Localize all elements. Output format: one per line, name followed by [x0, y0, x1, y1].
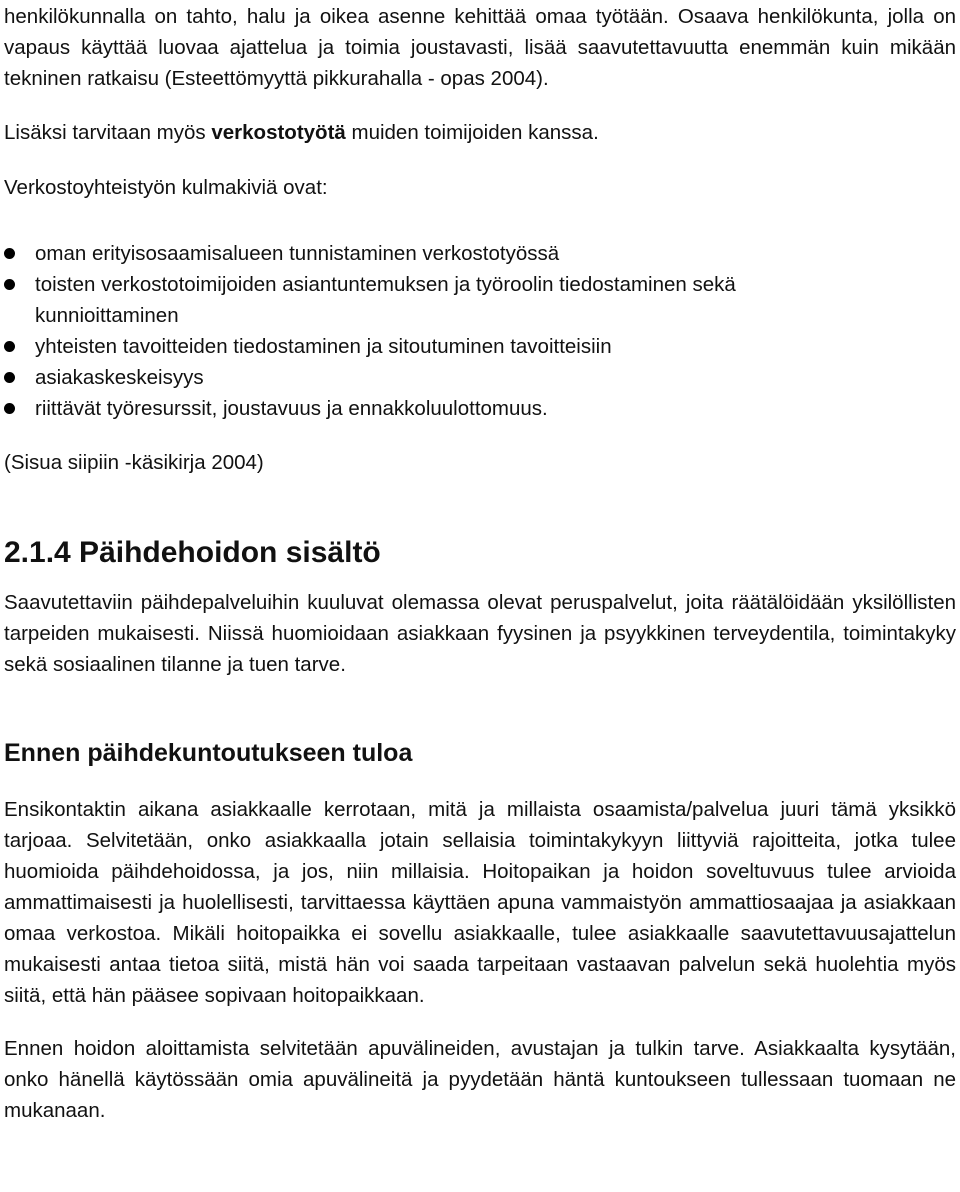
networking-text-after: muiden toimijoiden kanssa.: [345, 121, 599, 144]
networking-text-before: Lisäksi tarvitaan myös: [4, 121, 212, 144]
list-item-text: riittävät työresurssit, joustavuus ja ennakkoluulottomuus.: [35, 397, 548, 420]
section-paragraph: Saavutettaviin päihdepalveluihin kuuluvat olemassa olevat peruspalvelut, joita räätälöidään yksilöllisten tarpeiden mukaisesti. Niissä huomioidaan asiakkaan fyysinen ja psyykkinen terveydentila, toimintakyky sekä sosiaalinen tilanne ja tuen tarve.: [4, 591, 956, 676]
section-heading: 2.1.4 Päihdehoidon sisältö: [4, 536, 381, 569]
cornerstones-intro: Verkostoyhteistyön kulmakiviä ovat:: [4, 176, 328, 199]
list-item-text: oman erityisosaamisalueen tunnistaminen verkostotyössä: [35, 242, 560, 265]
document-page: [4, 0, 956, 1126]
bullet-icon: [4, 403, 15, 414]
list-item: [4, 331, 755, 362]
bullet-icon: [4, 248, 15, 259]
subheading: Ennen päihdekuntoutukseen tuloa: [4, 739, 413, 767]
cornerstones-list: [4, 238, 956, 424]
list-item-text: toisten verkostotoimijoiden asiantuntemuksen ja työroolin tiedostaminen sekä kunnioittaminen: [35, 273, 736, 327]
source-citation: (Sisua siipiin -käsikirja 2004): [4, 451, 264, 474]
intro-paragraph: henkilökunnalla on tahto, halu ja oikea asenne kehittää omaa työtään. Osaava henkilökunta, jolla on vapaus käyttää luovaa ajattelua ja toimia joustavasti, lisää saavutettavuutta enemmän kuin mikään tekninen ratkaisu (Esteettömyyttä pikkurahalla - opas 2004).: [4, 5, 956, 90]
networking-bold-term: verkostotyötä: [211, 121, 346, 144]
list-item-text: yhteisten tavoitteiden tiedostaminen ja sitoutuminen tavoitteisiin: [35, 335, 612, 358]
bullet-icon: [4, 372, 15, 383]
list-item: [4, 362, 755, 393]
networking-paragraph: [4, 117, 956, 148]
list-item: [4, 393, 755, 424]
list-item-text: asiakaskeskeisyys: [35, 366, 204, 389]
sub-paragraph-2: Ennen hoidon aloittamista selvitetään apuvälineiden, avustajan ja tulkin tarve. Asiakkaalta kysytään, onko hänellä käytössään omia apuvälineitä ja pyydetään häntä kuntoukseen tullessaan tuomaan ne mukanaan.: [4, 1037, 956, 1122]
list-item: [4, 269, 755, 331]
bullet-icon: [4, 341, 15, 352]
sub-paragraph-1: Ensikontaktin aikana asiakkaalle kerrotaan, mitä ja millaista osaamista/palvelua juuri tämä yksikkö tarjoaa. Selvitetään, onko asiakkaalla jotain sellaisia toimintakykyyn liittyviä rajoitteita, jotka tulee huomioida päihdehoidossa, ja jos, niin millaisia. Hoitopaikan ja hoidon soveltuvuus tulee arvioida ammattimaisesti ja huolellisesti, tarvittaessa käyttäen apuna vammaistyön ammattiosaajaa ja asiakkaan omaa verkostoa. Mikäli hoitopaikka ei sovellu asiakkaalle, tulee asiakkaalle saavutettavuusajattelun mukaisesti antaa tietoa siitä, mistä hän voi saada tarpeitaan vastaavan palvelun sekä huolehtia myös siitä, että hän pääsee sopivaan hoitopaikkaan.: [4, 798, 956, 1007]
bullet-icon: [4, 279, 15, 290]
list-item: [4, 238, 755, 269]
